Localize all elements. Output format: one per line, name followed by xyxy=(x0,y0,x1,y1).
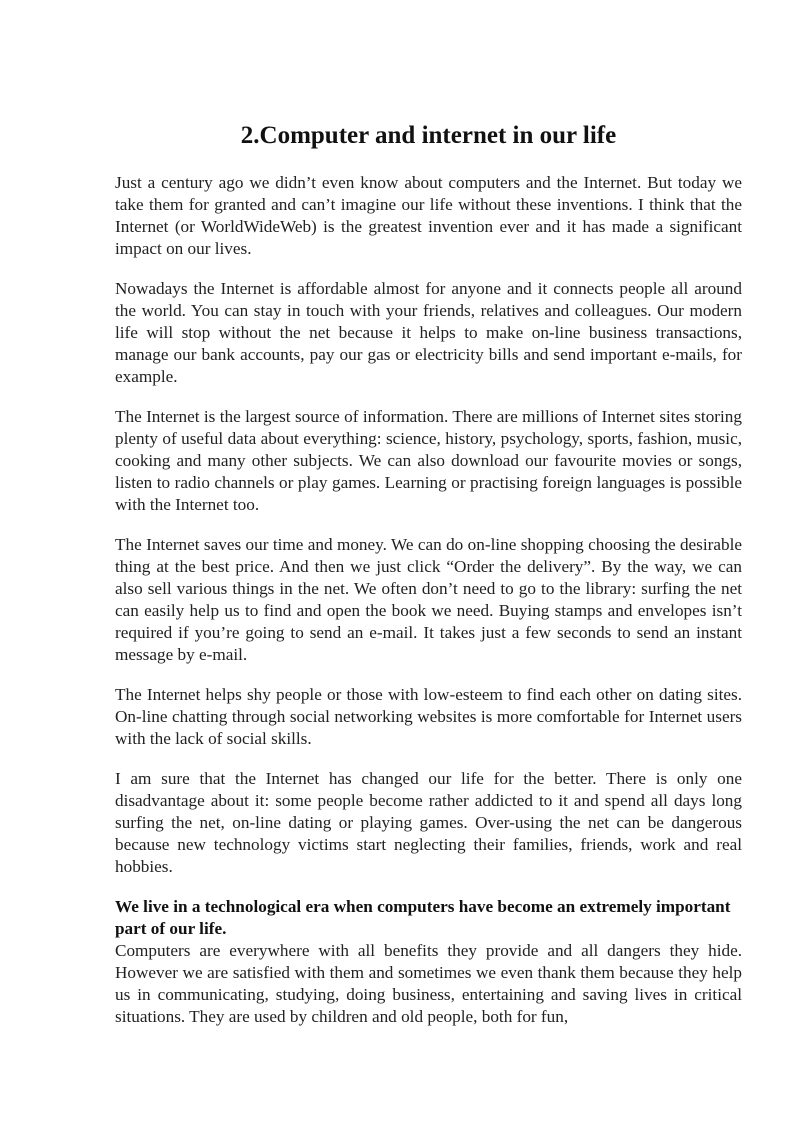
paragraph-2: Nowadays the Internet is affordable almost for anyone and it connects people all around the world. You can stay in touch with your friends, relatives and colleagues. Our modern life will stop without the net because it helps to make on-line business transactions, manage our bank accounts, pay our gas or electricity bills and send important e-mails, for example. xyxy=(115,279,742,386)
paragraph-5: The Internet helps shy people or those with low-esteem to find each other on dating sites. On-line chatting through social networking websites is more comfortable for Internet users with the lack of social skills. xyxy=(115,685,742,748)
paragraph-1: Just a century ago we didn’t even know about computers and the Internet. But today we take them for granted and can’t imagine our life without these inventions. I think that the Internet (or WorldWideWeb) is the greatest invention ever and it has made a significant impact on our lives. xyxy=(115,173,742,258)
section-heading: We live in a technological era when computers have become an extremely important part of our life. xyxy=(115,897,731,938)
paragraph-6: I am sure that the Internet has changed our life for the better. There is only one disadvantage about it: some people become rather addicted to it and spend all days long surfing the net, on-line dating or playing games. Over-using the net can be dangerous because new technology victims start neglecting their families, friends, work and real hobbies. xyxy=(115,769,742,876)
section-paragraph: Computers are everywhere with all benefits they provide and all dangers they hide. However we are satisfied with them and sometimes we even thank them because they help us in communicating, studying, doing business, entertaining and saving lives in critical situations. They are used by children and old people, both for fun, xyxy=(115,941,742,1026)
document-body xyxy=(115,172,742,1028)
document-title: 2.Computer and internet in our life xyxy=(240,122,617,149)
paragraph-3: The Internet is the largest source of information. There are millions of Internet sites storing plenty of useful data about everything: science, history, psychology, sports, fashion, music, cooking and many other subjects. We can also download our favourite movies or songs, listen to radio channels or play games. Learning or practising foreign languages is possible with the Internet too. xyxy=(115,407,742,514)
paragraph-4: The Internet saves our time and money. We can do on-line shopping choosing the desirable thing at the best price. And then we just click “Order the delivery”. By the way, we can also sell various things in the net. We often don’t need to go to the library: surfing the net can easily help us to find and open the book we need. Buying stamps and envelopes isn’t required if you’re going to send an e-mail. It takes just a few seconds to send an instant message by e-mail. xyxy=(115,535,742,664)
